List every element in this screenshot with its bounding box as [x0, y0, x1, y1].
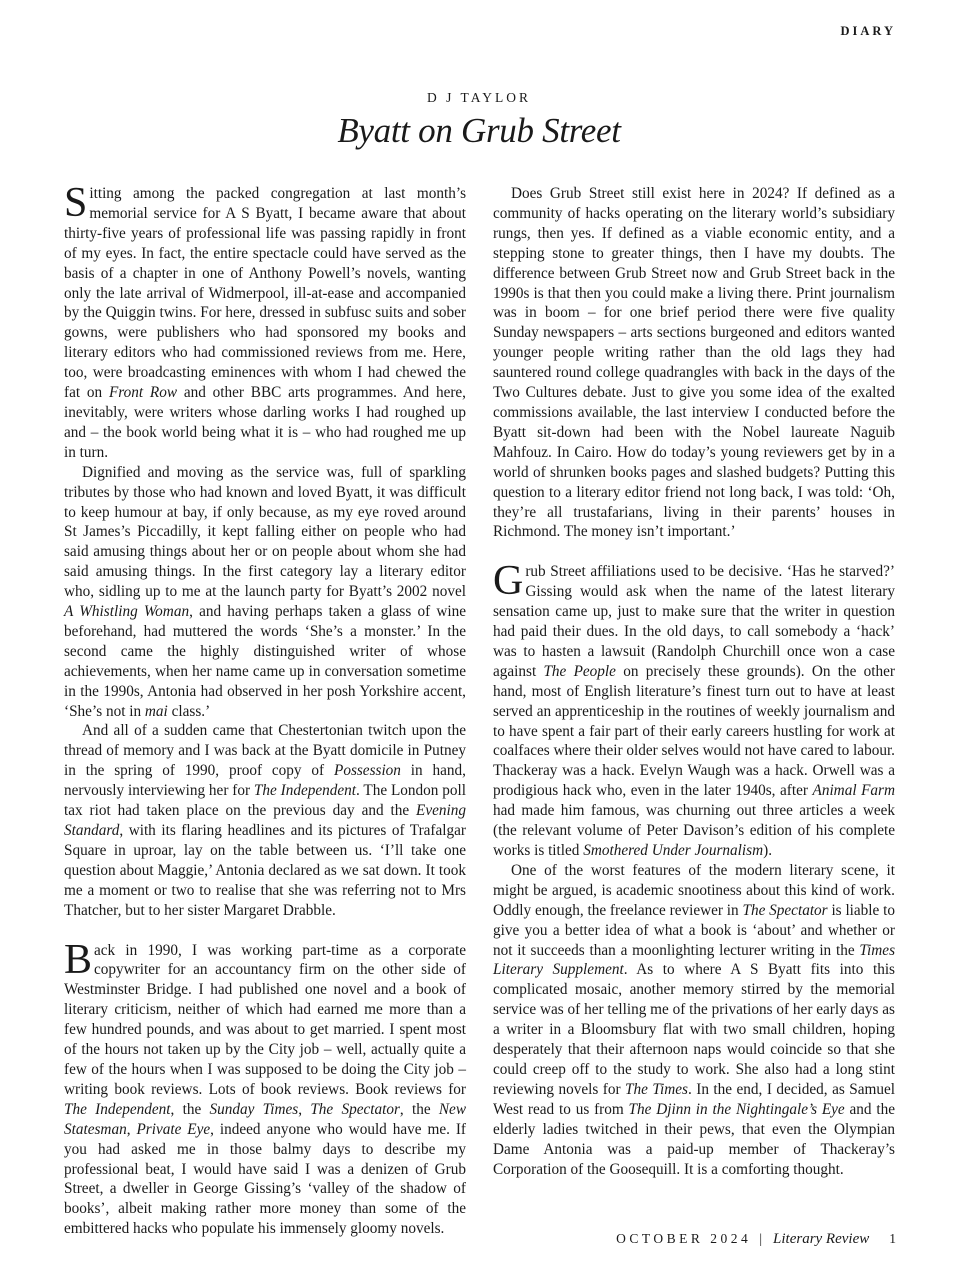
- page-footer: [616, 1231, 896, 1248]
- issue-date: OCTOBER 2024: [616, 1231, 752, 1246]
- drop-cap: G: [493, 558, 524, 605]
- paragraph: Sitting among the packed congregation at last month’s memorial service for A S Byatt, I became aware that about thirty-five years of professional life was passing rapidly in front of my eyes. In fact, the entire spectacle could have served as the basis of a chapter in one of Anthony Powell’s novels, wanting only the late arrival of Widmerpool, ill-at-ease and accompanied by the Quiggin twins. For here, dressed in subfusc suits and sober gowns, were publishers who had sponsored my books and literary editors who had commissioned reviews from me. Here, too, were broadcasting eminences with whom I had chewed the fat on Front Row and other BBC arts programmes. And here, inevitably, were writers whose darling works I had roughed up and – the book world being what it is – who had roughed me up in turn.: [64, 180, 466, 461]
- paragraph: Does Grub Street still exist here in 2024? If defined as a community of hacks operating on the literary world’s subsidiary rungs, then yes. If defined as a viable economic entity, and a stepping stone to greater things, then I have my doubts. The difference between Grub Street now and Grub Street back in the 1990s is that then you could make a living there. Print journalism was in boom – for one brief period there were five quality Sunday newspapers – arts sections burgeoned and editors wanted younger people writing rather than the old lags they had sauntered round college quadrangles with back in the days of the Two Cultures debate. Just to give you some idea of the exalted commissions available, the last interview I conducted before the Byatt sit-down had been with the Nobel laureate Naguib Mahfouz. In Cairo. How do today’s young reviewers get by in a world of shrunken books pages and slashed budgets? Putting this question to a literary editor friend not long back, I was told: ‘Oh, they’re all trustafarians, living in their parents’ houses in Richmond. The money isn’t important.’: [493, 185, 895, 541]
- paragraph: Dignified and moving as the service was, full of sparkling tributes by those who had known and loved Byatt, it was difficult to keep humour at bay, if only because, as my eye roved around St James’s Piccadilly, it kept falling either on people who had said amusing things about her or on people about whom she had said amusing things. In the first category lay a literary editor who, sidling up to me at the launch party for Byatt’s 2002 novel A Whistling Woman, and having perhaps taken a glass of wine beforehand, had muttered the words ‘She’s a monster.’ In the second came the highly distinguished writer of whose achievements, when her name came up in conversation sometime in the 1990s, Antonia had observed in her posh Yorkshire accent, ‘She’s not in mai class.’: [64, 463, 466, 720]
- byline: D J TAYLOR: [427, 90, 531, 105]
- page-number: 1: [889, 1231, 896, 1246]
- drop-cap: B: [64, 936, 93, 983]
- article-title: Byatt on Grub Street: [337, 111, 621, 150]
- drop-cap: S: [64, 180, 88, 226]
- paragraph: Back in 1990, I was working part-time as a corporate copywriter for an accountancy firm on the other side of Westminster Bridge. I had published one novel and a book of literary criticism, neither of which had earned me more than a few hundred pounds, and was about to get married. I spent most of the hours not taken up by the City job – well, actually quite a few of the hours when I was supposed to be doing the City job – writing book reviews. Lots of book reviews. Book reviews for The Independent, the Sunday Times, The Spectator, the New Statesman, Private Eye, indeed anyone who would have me. If you had asked me in those balmy days to describe my professional beat, I would have said I was a denizen of Grub Street, a dweller in George Gissing’s ‘valley of the shadow of books’, albeit making rather more money than some of the embittered hacks who populate his immensely gloomy novels.: [64, 936, 467, 1238]
- paragraph: And all of a sudden came that Chestertonian twitch upon the thread of memory and I was back at the Byatt domicile in Putney in the spring of 1990, proof copy of Possession in hand, nervously interviewing her for The Independent. The London poll tax riot had taken place on the previous day and the Evening Standard, with its flaring headlines and its pictures of Trafalgar Square in uproar, lay on the table between us. ‘I’ll take one question about Maggie,’ Antonia declared as we sat down. It took me a moment or two to realise that she was referring not to Mrs Thatcher, but to her sister Margaret Drabble.: [64, 722, 466, 919]
- footer-separator: |: [759, 1231, 763, 1246]
- paragraph: Grub Street affiliations used to be decisive. ‘Has he starved?’ Gissing would ask when the name of the latest literary sensation came up, just to make sure that the writer in question had paid their dues. In the old days, to call somebody a ‘hack’ was to hasten a lawsuit (Randolph Churchill once won a case against The People on precisely these grounds). On the other hand, most of English literature’s finest turn out to have at least served an apprenticeship in the routines of weekly journalism and to have spent a fair part of their early careers hustling for work at coalfaces where their older selves would not have cared to labour. Thackeray was a hack. Evelyn Waugh was a hack. Orwell was a prodigious hack who, even in the later 1940s, after Animal Farm had made him famous, was churning out three articles a week (the relevant volume of Peter Davison’s edition of his complete works is titled Smothered Under Journalism).: [493, 558, 895, 859]
- magazine-name: Literary Review: [773, 1231, 870, 1247]
- paragraph: One of the worst features of the modern literary scene, it might be argued, is academic snootiness about this kind of work. Oddly enough, the freelance reviewer in The Spectator is liable to give you a better idea of what a book is ‘about’ and whether or not it succeeds than a moonlighting lecturer writing in the Times Literary Supplement. As to where A S Byatt fits into this complicated mosaic, another memory stirred by the memorial service was of her telling me of the privations of her early days as a writer in a Bloomsbury flat with two small children, hoping desperately that their afternoon naps would coincide so that she could creep off to the study to work. She also had a long stint reviewing novels for The Times. In the end, I decided, as Samuel West read to us from The Djinn in the Nightingale’s Eye and the elderly ladies twitched in their pews, that even the Olympian Dame Antonia was a paid-up member of Thackeray’s Corporation of the Goosequill. It is a comforting thought.: [493, 861, 896, 1178]
- right-column: [493, 184, 895, 1179]
- left-column: [64, 180, 467, 1239]
- section-label: DIARY: [840, 24, 896, 38]
